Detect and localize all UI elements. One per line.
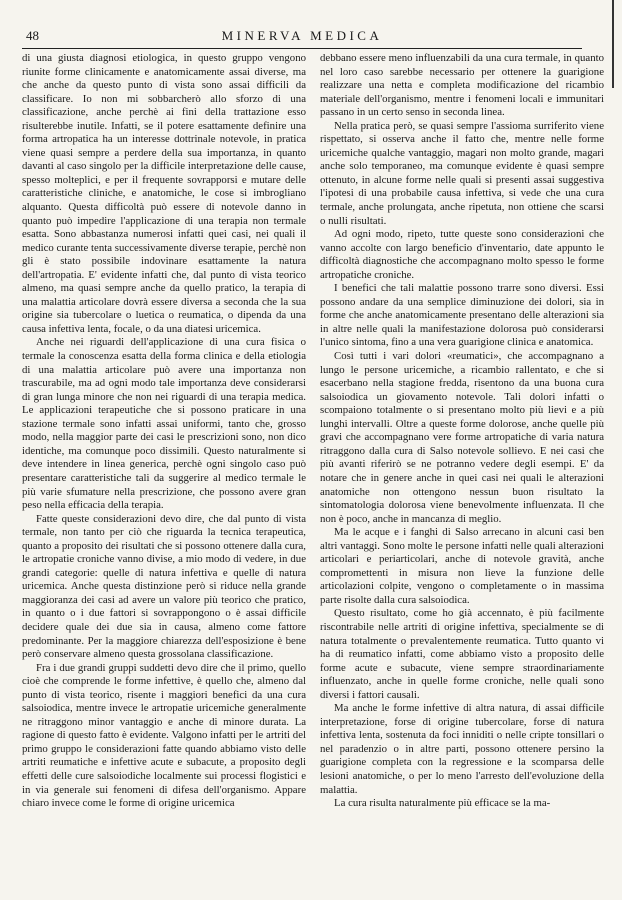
- paragraph: Così tutti i vari dolori «reumatici», che accompagnano a lungo le persone uricemiche, a ricambio rallentato, e che si esacerbano nella stagione fredda, risentono da una buona cura salsoiodica un giovamento notevole. Tali dolori infatti o scompaiono totalmente o si presentano molto più lievi e a più lunghi intervalli. Oltre a queste forme dolorose, anche quelle più gravi che accompagnano vere forme artropatiche di varia natura ritraggono dalla cura di Salso notevole sollievo. E nei casi che più avanti riferirò se ne potranno vedere degli esempi. E' da notare che in genere anche in quei casi nei quali le alterazioni anatomiche non ottengono nessun buon risultato la sintomatologia dolorosa viene benevolmente influenzata. Il che non è poco, anche in mancanza di meglio.: [320, 350, 604, 525]
- paragraph: Ma le acque e i fanghi di Salso arrecano in alcuni casi ben altri vantaggi. Sono molte le persone infatti nelle quali alterazioni articolari e periarticolari, anche di notevole gravità, anche compromettenti in misura non lieve la funzione delle articolazioni colpite, vengono o completamente o in massima parte risolte dalla cura salsoiodica.: [320, 526, 604, 606]
- paragraph: Fra i due grandi gruppi suddetti devo dire che il primo, quello cioè che comprende le forme infettive, è quello che, almeno dal punto di vista teorico, risente i maggiori benefici da una cura salsoiodica, mentre invece le artropatie uricemiche generalmente ne ritraggono minor vantaggio e anche di minore durata. La ragione di questo fatto è evidente. Valgono infatti per le artriti del primo gruppo le considerazioni fatte quando abbiamo visto delle artriti reumatiche e infettive acute e subacute, a proposito degli effetti delle cure salsoiodiche localmente sui processi flogistici e in via generale sui fenomeni di difesa dell'organismo. Appare chiaro invece come le forme di origine uricemica: [22, 661, 306, 810]
- paragraph: Ma anche le forme infettive di altra natura, di assai difficile interpretazione, forse di origine tubercolare, forse di natura infettiva lenta, sostenuta da foci inniditi o nelle cripte tonsillari o nel paradenzio o in altre parti, possono ottenere persino la guarigione completa con la regressione e la scomparsa delle lesioni anatomiche, o per lo meno l'arresto dell'evoluzione della malattia.: [320, 702, 604, 796]
- paragraph: La cura risulta naturalmente più efficace se la ma-: [334, 797, 551, 810]
- paragraph: Ad ogni modo, ripeto, tutte queste sono considerazioni che vanno accolte con largo beneficio d'inventario, date appunto le difficoltà diagnostiche che accompagnano molto spesso le forme artropatiche croniche.: [320, 228, 604, 281]
- right-column: [320, 52, 604, 811]
- paragraph: Anche nei riguardi dell'applicazione di una cura fisica o termale la conoscenza esatta della forma clinica e della etiologia di una malattia articolare può avere una importanza non trascurabile, ma ad ogni modo tale importanza deve considerarsi di gran lunga minore che non nei riguardi di una terapia medica. Le applicazioni terapeutiche che si possono praticare in una stazione termale sono infatti assai uniformi, tanto che, grosso modo, nella maggior parte dei casi le prescrizioni sono, non dico identiche, ma comunque poco dissimili. Questo naturalmente si deve intendere in linea generica, perchè ogni singolo caso può presentare caratteristiche tali da suggerire al medico termale le più varie sfumature nella prescrizione, che possono avere gran peso nella efficacia della terapia.: [22, 336, 306, 512]
- paragraph: di una giusta diagnosi etiologica, in questo gruppo vengono riunite forme clinicamente e anatomicamente assai diverse, ma che anche da questo punto di vista sono assai difficili da classificare. Io non mi sobbarcherò allo sforzo di una classificazione, anche perchè ai fini della trattazione esso risulterebbe inutile. Infatti, se il potere esattamente definire una forma artropatica ha un interesse dottrinale notevole, in pratica viene quasi sempre a perdere della sua importanza, in quanto davanti al caso singolo per la difficile interpretazione delle cause, spesso molteplici, e per il frequente sovrapporsi e mutare delle caratteristiche cliniche, e anatomiche, le cose si imbrogliano alquanto. Questa difficoltà può essere di notevole danno in quanto può impedire l'applicazione di una terapia non termale esatta. Sono abbastanza numerosi infatti quei casi, nei quali il medico curante tenta successivamente diverse terapie, perchè non gli è stato possibile indovinare esattamente la natura dell'artropatia. E' evidente infatti che, dal punto di vista teorico almeno, ma quasi sempre anche da quello pratico, la terapia di una malattia articolare dovrà essere diversa a seconda che la sua origine sia tubercolare o luetica o reumatica, o dipenda da una causa infettiva lenta, focale, o da una diatesi uricemica.: [22, 52, 306, 335]
- left-column: [22, 52, 306, 811]
- binding-edge-mark: [612, 0, 614, 88]
- paragraph: I benefici che tali malattie possono trarre sono diversi. Essi possono andare da una semplice diminuzione dei dolori, sia in forme che anche anatomicamente presentano delle alterazioni sia in altre nelle quali la manifestazione dolorosa può considerarsi l'unico sintoma, fino a una vera guarigione clinica e anatomica.: [320, 282, 604, 349]
- journal-title: MINERVA MEDICA: [221, 28, 383, 43]
- page-header: [22, 28, 582, 44]
- paragraph: Fatte queste considerazioni devo dire, che dal punto di vista termale, non tanto per ciò che riguarda la tecnica terapeutica, quanto a proposito dei risultati che si possono ottenere dalla cura, le artropatie croniche vanno divise, a mio modo di vedere, in due grandi categorie: quelle di natura infettiva e quelle di natura uricemica. Anche questa distinzione però si riduce nella grande maggioranza dei casi ad avere un valore più teorico che pratico, in quanto o i due fattori si sovrappongono o è assai difficile decidere quale dei due sia in causa, almeno come fattore predominante. Per la maggiore chiarezza dell'esposizione è bene però conservare almeno questa grossolana classificazione.: [22, 512, 306, 661]
- paragraph: Nella pratica però, se quasi sempre l'assioma surriferito viene rispettato, si osserva anche il fatto che, mentre nelle forme uricemiche qualche vantaggio, magari non molto grande, magari anche solo temporaneo, ma comunque evidente è quasi sempre ottenuto, in alcune forme nelle quali si presenti assai suggestiva l'ipotesi di una probabile causa infettiva, si vede che una cura termale, anche prolungata, anche ripetuta, non ottiene che scarsi o nulli risultati.: [320, 119, 604, 227]
- header-rule: [22, 48, 582, 49]
- paragraph: Questo risultato, come ho già accennato, è più facilmente riscontrabile nelle artriti di origine infettiva, specialmente se di natura totalmente o prevalentemente reumatica. Tutto quanto vi ha di reumatico infatti, come abbiamo visto a proposito delle forme acute e subacute, viene sempre straordinariamente influenzato, anche in quelle forme croniche, nelle quali sono diversi i fattori causali.: [320, 607, 604, 701]
- page-number: 48: [26, 28, 39, 43]
- paragraph: debbano essere meno influenzabili da una cura termale, in quanto nel loro caso sarebbe necessario per ottenere la guarigione realizzare una netta e completa modificazione del ricambio materiale dell'organismo, mentre i fenomeni locali e immunitari passano in un certo senso in seconda linea.: [320, 52, 604, 119]
